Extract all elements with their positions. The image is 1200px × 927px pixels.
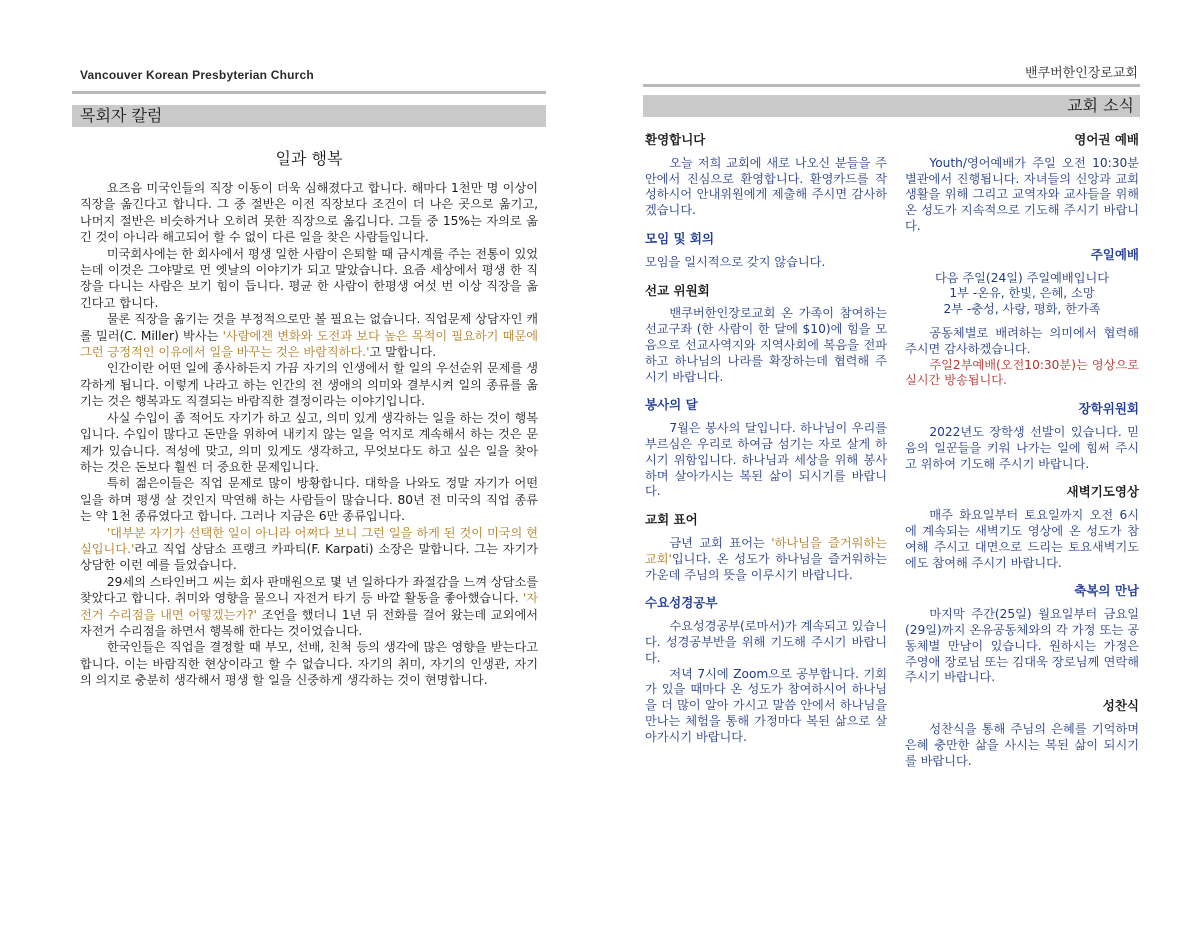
news-service-month xyxy=(645,397,887,500)
news-title: 주일예배 xyxy=(1090,246,1139,262)
paragraph: 인간이란 어떤 일에 종사하든지 가끔 자기의 인생에서 할 일의 우선순위 문제를 생각하게 됩니다. 이렇게 나라고 하는 인간의 전 생애의 의미와 결부시켜 일의 종류를 옮기는 것은 행복과도 직결되는 바람직한 결정이라는 이야기입니다. xyxy=(80,361,538,409)
news-column-left xyxy=(645,124,887,758)
quote-highlight: '대부분 자기가 선택한 일이 아니라 어쩌다 보니 그런 일을 하게 된 것이 미국의 현실입니다.' xyxy=(80,525,538,556)
header-rule xyxy=(72,91,546,94)
news-body: 오늘 저희 교회에 새로 나오신 분들을 주 안에서 진심으로 환영합니다. 환영카드를 작성하시어 안내위원에게 제출해 주시면 감사하겠습니다. xyxy=(645,155,887,218)
news-motto xyxy=(645,512,887,583)
news-body: 금년 교회 표어는 '하나님을 즐거워하는 교회'입니다. 온 성도가 하나님을 즐거워하는 가운데 주님의 뜻을 이루시기 바랍니다. xyxy=(645,535,887,582)
news-bible-study xyxy=(645,595,887,745)
news-title: 축복의 만남 xyxy=(1074,583,1139,599)
news-body: Youth/영어예배가 주일 오전 10:30분 별관에서 진행됩니다. 자녀들의 신앙과 교회생활을 위해 그리고 교역자와 교사들을 위해 온 성도가 지속적으로 기도해 주시기 바랍니다. xyxy=(905,155,1139,233)
quote-highlight: '자전거 수리점을 내면 어떻겠는가?' xyxy=(80,591,538,622)
news-title: 성찬식 xyxy=(1102,698,1139,714)
section-heading-news: 교회 소식 xyxy=(643,95,1140,117)
paragraph: 29세의 스타인버그 씨는 회사 판매원으로 몇 년 일하다가 좌절감을 느껴 상담소를 찾았다고 합니다. 취미와 영향을 물으니 자전거 타기 등 바깥 활동을 좋아했습니다. '자전거 수리점을 내면 어떻겠는가?' 조언을 했더니 1년 뒤 전화를 걸어 왔는데 교외에서 자전거 수리점을 하면서 행복해 한다는 것이었습니다. xyxy=(80,574,538,638)
paragraph: 물론 직장을 옮기는 것을 부정적으로만 볼 필요는 없습니다. 직업문제 상담자인 캐롤 밀러(C. Miller) 박사는 '사람에겐 변화와 도전과 보다 높은 목적이 필요하기 때문에 그런 긍정적인 이유에서 일을 바꾸는 것은 바람직하다.'고 말합니다. xyxy=(80,312,538,360)
news-title: 수요성경공부 xyxy=(645,595,718,611)
article-body xyxy=(80,180,538,689)
news-scholarship xyxy=(905,401,1139,472)
sunday-line: 1부 -온유, 한빛, 은혜, 소망 xyxy=(949,286,1095,301)
news-title: 봉사의 달 xyxy=(645,397,698,413)
news-body: 공동체별로 배려하는 의미에서 협력해 주시면 감사하겠습니다. xyxy=(905,325,1139,356)
paragraph: 사실 수입이 좀 적어도 자기가 하고 싶고, 의미 있게 생각하는 일을 하는 것이 행복입니다. 수입이 많다고 돈만을 위하여 내키지 않는 일을 억지로 계속해서 하는 것은 문제가 있습니다. 적성에 맞고, 의미 있게도 생각하고, 무엇보다도 하고 싶은 일을 찾아 하는 것은 돈보다 훨씬 더 중요한 문제입니다. xyxy=(80,410,538,474)
news-title: 장학위원회 xyxy=(1078,401,1139,417)
news-dawn-prayer xyxy=(905,484,1139,571)
header-rule-right xyxy=(643,84,1140,87)
article-title: 일과 행복 xyxy=(275,149,343,168)
news-holy-communion xyxy=(905,698,1139,769)
news-body: 저녁 7시에 Zoom으로 공부합니다. 기회가 있을 때마다 온 성도가 참여하시어 하나님을 더 많이 알아 가시고 말씀 안에서 하나님을 만나는 체험을 통해 가정마다 복된 삶으로 살아가시기 바랍니다. xyxy=(645,666,887,744)
paragraph: '대부분 자기가 선택한 일이 아니라 어쩌다 보니 그런 일을 하게 된 것이 미국의 현실입니다.'라고 직업 상담소 프랭크 카파티(F. Karpati) 소장은 말합니다. 그는 자기가 상담한 이런 예를 들었습니다. xyxy=(80,525,538,573)
news-body: 모임을 일시적으로 갖지 않습니다. xyxy=(645,254,826,269)
news-body-red: 주일2부예배(오전10:30분)는 영상으로 실시간 방송됩니다. xyxy=(905,357,1139,388)
news-welcome xyxy=(645,132,887,219)
news-column-right xyxy=(905,124,1139,781)
news-blessing-meeting xyxy=(905,583,1139,686)
news-body: 2022년도 장학생 선발이 있습니다. 믿음의 일꾼들을 키워 나가는 일에 힘써 주시고 위하여 기도해 주시기 바랍니다. xyxy=(905,424,1139,471)
news-body: 매주 화요일부터 토요일까지 오전 6시에 계속되는 새벽기도 영상에 온 성도가 참여해 주시고 대면으로 드리는 토요새벽기도에도 참여해 주시기 바랍니다. xyxy=(905,508,1139,570)
paragraph: 특히 젊은이들은 직업 문제로 많이 방황합니다. 대학을 나와도 정말 자기가 어떤 일을 하며 평생 살 것인지 막연해 하는 사람들이 많습니다. 80년 전 미국의 직업 종류는 약 1천 종류였다고 합니다. 그러나 지금은 6만 종류입니다. xyxy=(80,476,538,524)
news-english-service xyxy=(905,132,1139,235)
news-title: 교회 표어 xyxy=(645,512,698,528)
sunday-line: 다음 주일(24일) 주일예배입니다 xyxy=(934,270,1110,285)
news-title: 환영합니다 xyxy=(645,132,706,147)
news-body: 수요성경공부(로마서)가 계속되고 있습니다. 성경공부반을 위해 기도해 주시기 바랍니다. xyxy=(645,619,887,665)
news-body: 마지막 주간(25일) 월요일부터 금요일(29일)까지 온유공동체와의 각 가정 또는 공동체별 만남이 있습니다. 원하시는 가정은 주영애 장로님 또는 김대욱 장로님께 연락해 주시기 바랍니다. xyxy=(905,607,1139,685)
news-title: 선교 위원회 xyxy=(645,282,710,298)
paragraph: 요즈음 미국인들의 직장 이동이 더욱 심해졌다고 합니다. 해마다 1천만 명 이상이 직장을 옮긴다고 합니다. 그 중 절반은 이전 직장보다 조건이 더 나은 곳으로 옮기고, 나머지 절반은 비슷하거나 오히려 못한 직장으로 옮깁니다. 그들 중 15%는 자의로 옮긴 것이 아니라 해고되어 할 수 없이 다른 일을 찾은 사람들입니다. xyxy=(80,181,538,245)
news-mission xyxy=(645,283,887,386)
church-korean-name: 밴쿠버한인장로교회 xyxy=(1024,66,1138,81)
quote-highlight: '사람에겐 변화와 도전과 보다 높은 목적이 필요하기 때문에 그런 긍정적인 이유에서 일을 바꾸는 것은 바람직하다.' xyxy=(80,328,538,360)
section-heading-column: 목회자 칼럼 xyxy=(72,105,546,127)
sunday-line: 2부 -충성, 사랑, 평화, 한가족 xyxy=(943,302,1101,317)
paragraph: 한국인들은 직업을 결정할 때 부모, 선배, 친척 등의 생각에 많은 영향을 받는다고 합니다. 이는 바람직한 현상이라고 할 수 없습니다. 자기의 취미, 자기의 인생관, 자기의 의지로 충분히 생각해서 평생 할 일을 신중하게 생각하는 것이 현명합니다. xyxy=(80,640,538,688)
news-body: 밴쿠버한인장로교회 온 가족이 참여하는 선교구좌 (한 사람이 한 달에 $10)에 힘을 모음으로 선교사역지와 지역사회에 복음을 전파하고 하나님의 나라를 확장하는데 협력해 주시기 바랍니다. xyxy=(645,306,887,384)
church-english-name: Vancouver Korean Presbyterian Church xyxy=(80,68,314,82)
news-title: 영어권 예배 xyxy=(1074,132,1139,147)
news-body: 7월은 봉사의 달입니다. 하나님이 우리를 부르심은 우리로 하여금 섬기는 자로 살게 하시기 위함입니다. 하나님과 세상을 위해 봉사하며 살아가시는 복된 삶이 되시기를 바랍니다. xyxy=(645,421,887,499)
news-body: 성찬식을 통해 주님의 은혜를 기억하며 은혜 충만한 삶을 사시는 복된 삶이 되시기를 바랍니다. xyxy=(905,721,1139,768)
news-title: 모임 및 회의 xyxy=(645,230,715,246)
news-sunday-service xyxy=(905,247,1139,389)
news-title: 새벽기도영상 xyxy=(1066,484,1139,500)
motto-highlight: '하나님을 즐거워하는 교회' xyxy=(645,535,887,566)
paragraph: 미국회사에는 한 회사에서 평생 일한 사람이 은퇴할 때 금시계를 주는 전통이 있었는데 이것은 그야말로 먼 옛날의 이야기가 되고 말았습니다. 요즘 세상에서 평생 한 직장을 다니는 사람은 보기 힘이 듭니다. 평균 한 사람이 한평생 여섯 번 이상 직장을 옮긴다고 합니다. xyxy=(80,246,538,310)
news-meeting xyxy=(645,231,887,271)
